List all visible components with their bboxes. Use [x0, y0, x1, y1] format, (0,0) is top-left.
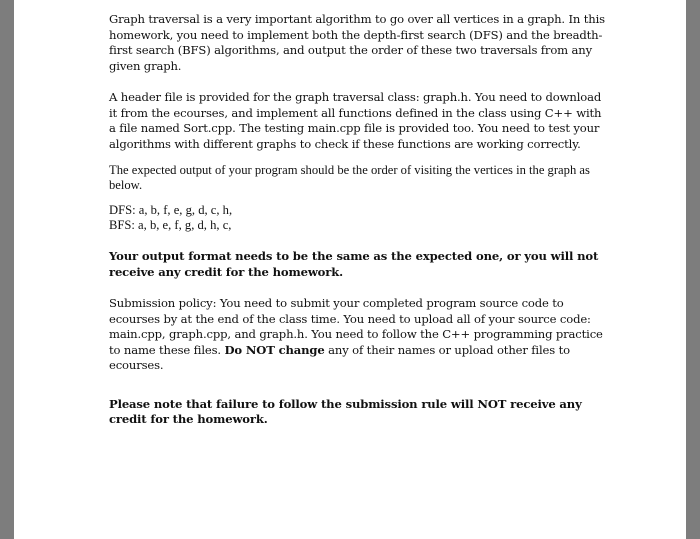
intro-paragraph: Graph traversal is a very important algorithm to go over all vertices in a graph. In this homework, you need to implement both the depth-first search (DFS) and the breadth-first search (BFS) algorithms, and output the order of these two traversals from any given graph.: [109, 12, 605, 73]
expected-output-paragraph: The expected output of your program should be the order of visiting the vertices in the graph as below.: [109, 163, 590, 192]
submission-policy-text: Submission policy: You need to submit your completed program source code to ecourses by at the end of the class time. You need to upload all of your source code: main.cpp, graph.cpp, and graph.h. You need to follow the C++ programming practice to name these files.: [109, 296, 603, 357]
submission-policy-paragraph: [109, 296, 609, 374]
format-warning-paragraph: Your output format needs to be the same as the expected one, or you will not receive any credit for the homework.: [109, 249, 599, 279]
document-page: [14, 0, 686, 539]
header-file-paragraph: A header file is provided for the graph traversal class: graph.h. You need to download it from the ecourses, and implement all functions defined in the class using C++ with a file named Sort.cpp. The testing main.cpp file is provided too. You need to test your algorithms with different graphs to check if these functions are working correctly.: [109, 90, 602, 151]
expected-output-block: [109, 203, 609, 233]
dfs-output-line: DFS: a, b, f, e, g, d, c, h,: [109, 203, 233, 217]
document-content: [109, 6, 609, 428]
submission-policy-text-end: any of their names or upload other files to ecourses.: [109, 342, 570, 372]
bfs-output-line: BFS: a, b, e, f, g, d, h, c,: [109, 218, 232, 232]
do-not-change-emphasis: Do NOT change: [224, 342, 325, 357]
failure-note-paragraph: Please note that failure to follow the submission rule will NOT receive any credit for the homework.: [109, 396, 582, 426]
